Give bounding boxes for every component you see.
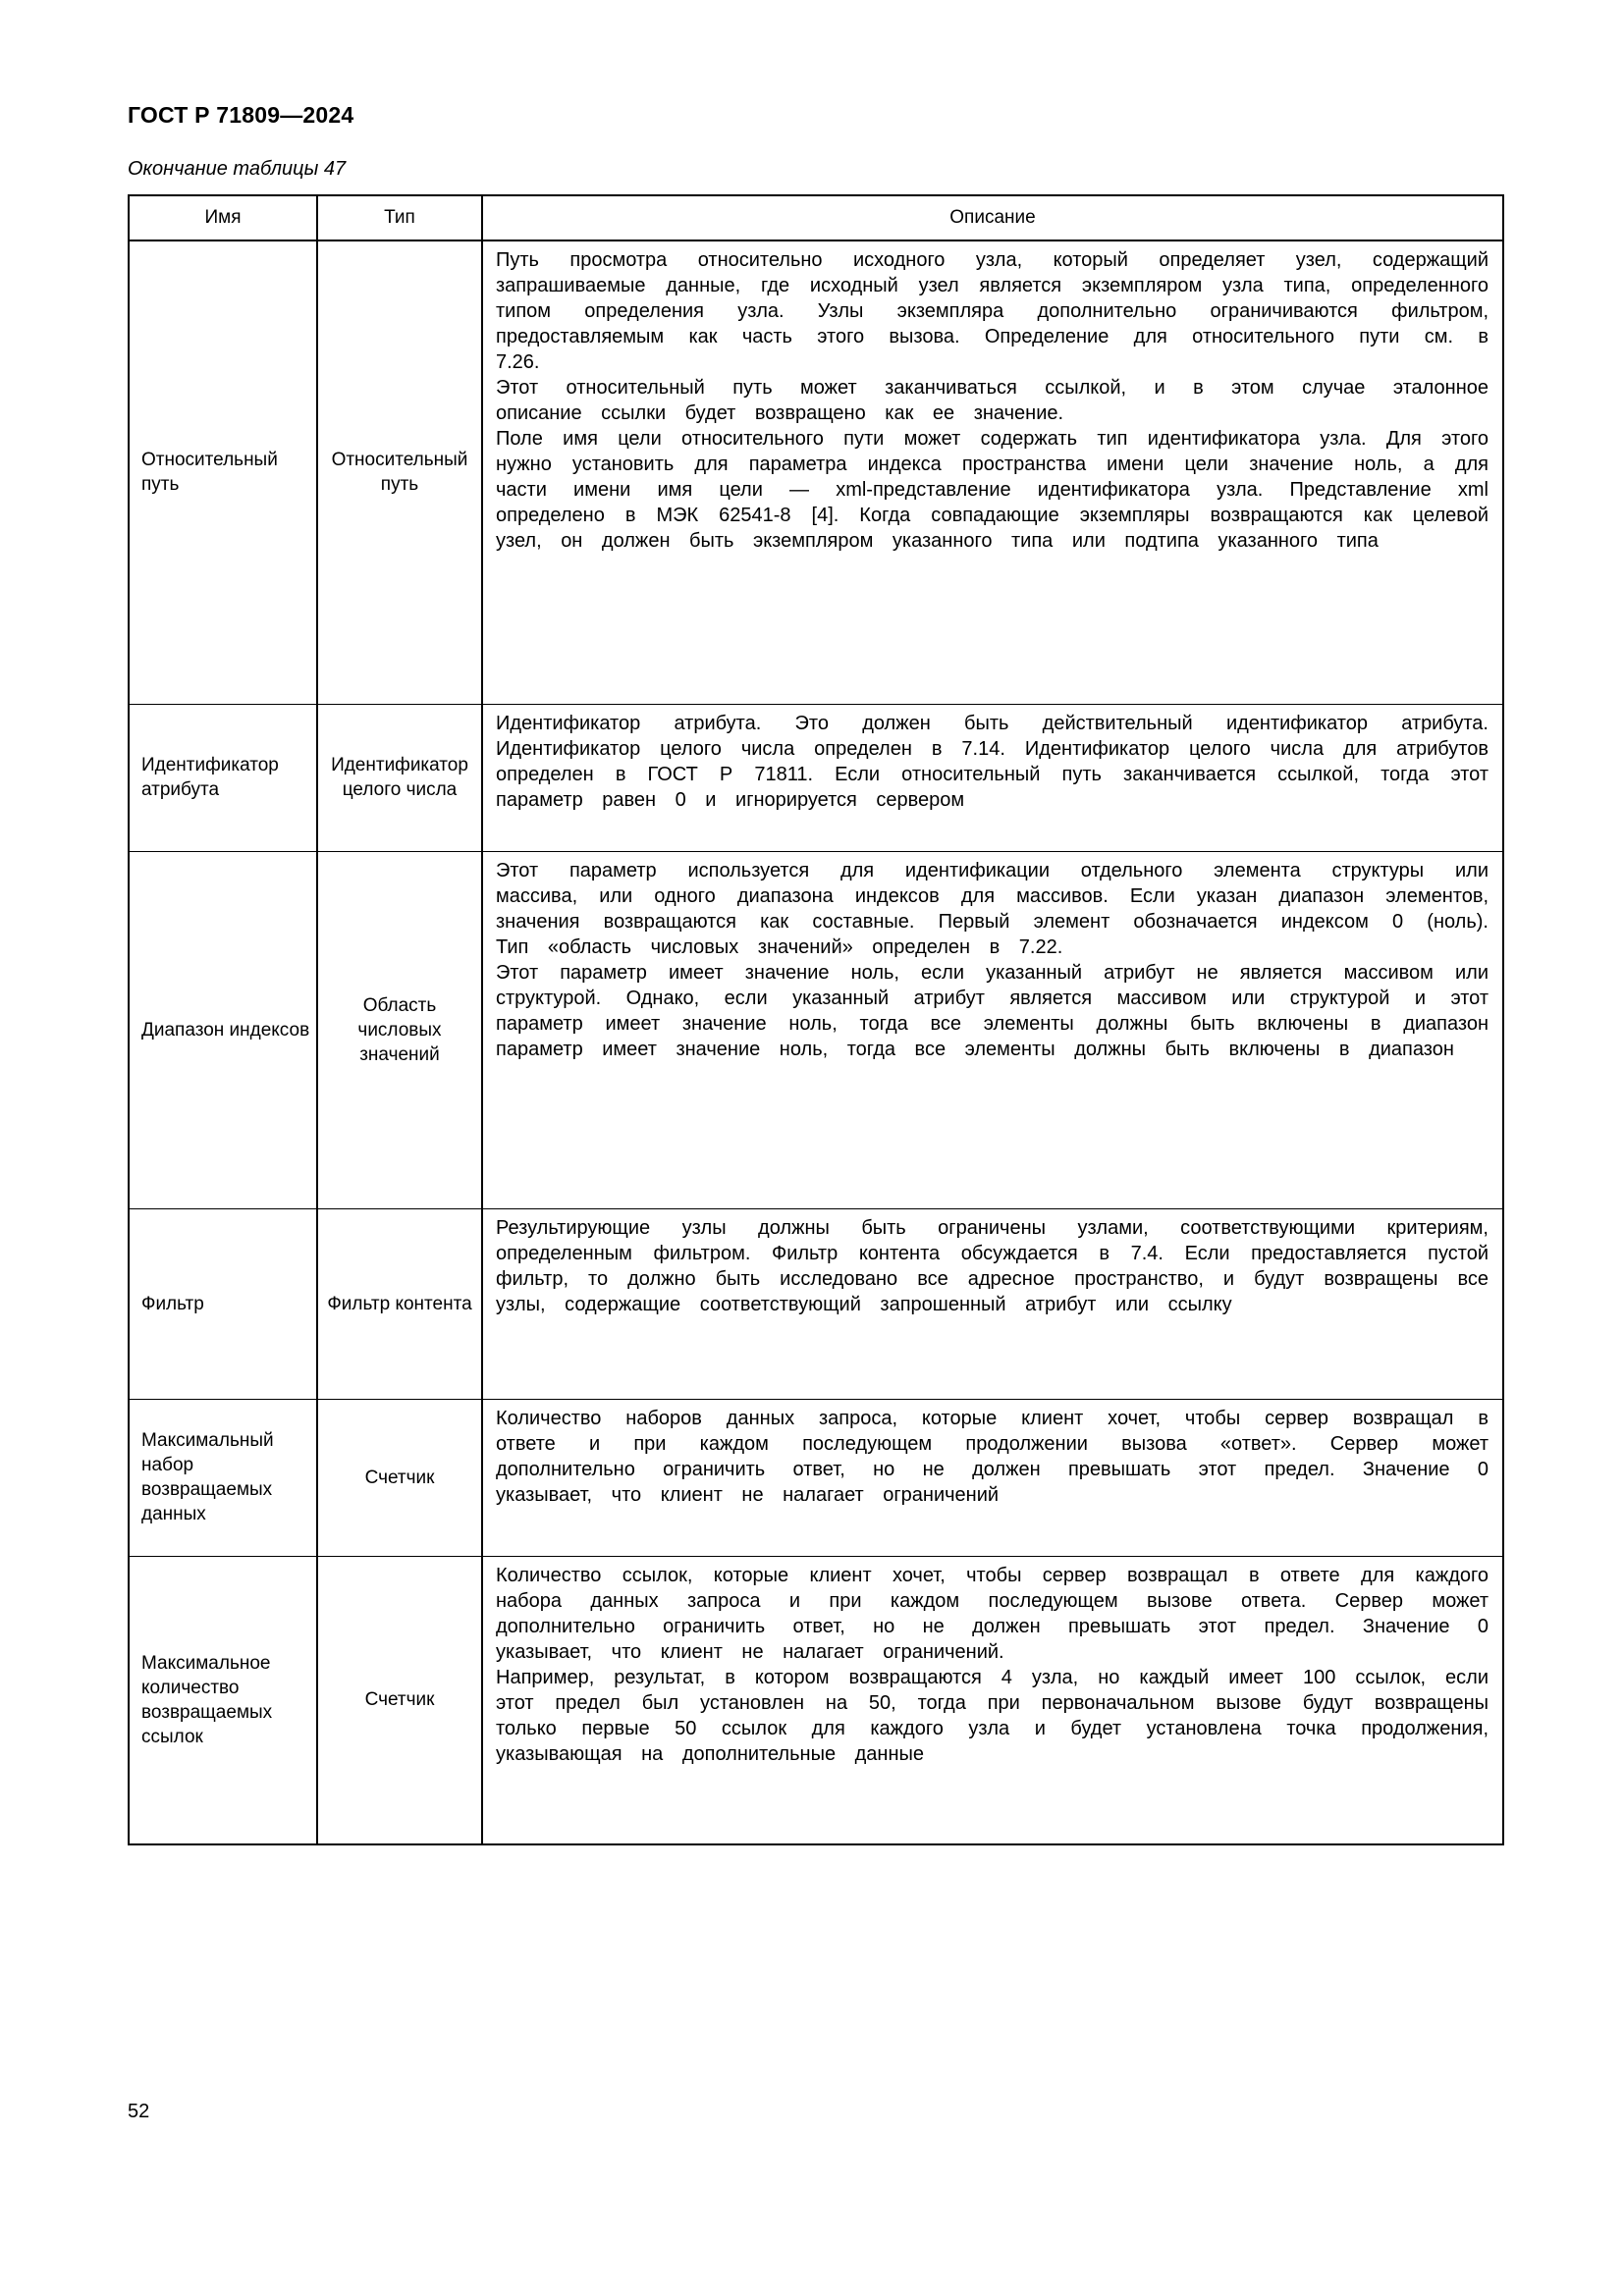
cell-description: Этот параметр используется для идентификации отдельного элемента структуры или массива, или одного диапазона индексов для массивов. Если указан диапазон элементов, значения возвращаются как составные. Первый элемент обозначается индексом 0 (ноль). Тип «область числовых значений» определен в 7.22. Этот параметр имеет значение ноль, если указанный атрибут не является массивом или структурой. Однако, если указанный атрибут является массивом или структурой и этот параметр имеет значение ноль, тогда все элементы должны быть включены в диапазон параметр имеет значение ноль, тогда все элементы должны быть включены в диапазон <box>482 851 1503 1208</box>
cell-type: Область числовых значений <box>317 851 482 1208</box>
cell-name: Идентификатор атрибута <box>129 704 317 851</box>
cell-type: Фильтр контента <box>317 1208 482 1399</box>
table-row <box>129 1556 1503 1844</box>
column-header-description: Описание <box>482 195 1503 240</box>
table-header-row <box>129 195 1503 240</box>
cell-description: Количество ссылок, которые клиент хочет, чтобы сервер возвращал в ответе для каждого набора данных запроса и при каждом последующем вызове ответа. Сервер может дополнительно ограничить ответ, но не должен превышать этот предел. Значение 0 указывает, что клиент не налагает ограничений. Например, результат, в котором возвращаются 4 узла, но каждый имеет 100 ссылок, если этот предел был установлен на 50, тогда при первоначальном вызове будут возвращены только первые 50 ссылок для каждого узла и будет установлена точка продолжения, указывающая на дополнительные данные <box>482 1556 1503 1844</box>
column-header-name: Имя <box>129 195 317 240</box>
table-row <box>129 1399 1503 1556</box>
data-table <box>128 194 1504 1845</box>
cell-description: Результирующие узлы должны быть ограничены узлами, соответствующими критериям, определенным фильтром. Фильтр контента обсуждается в 7.4. Если предоставляется пустой фильтр, то должно быть исследовано все адресное пространство, и будут возвращены все узлы, содержащие соответствующий запрошенный атрибут или ссылку <box>482 1208 1503 1399</box>
cell-description: Количество наборов данных запроса, которые клиент хочет, чтобы сервер возвращал в ответе и при каждом последующем продолжении вызова «ответ». Сервер может дополнительно ограничить ответ, но не должен превышать этот предел. Значение 0 указывает, что клиент не налагает ограничений <box>482 1399 1503 1556</box>
cell-description: Идентификатор атрибута. Это должен быть действительный идентификатор атрибута. Идентификатор целого числа определен в 7.14. Идентификатор целого числа для атрибутов определен в ГОСТ Р 71811. Если относительный путь заканчивается ссылкой, тогда этот параметр равен 0 и игнорируется сервером <box>482 704 1503 851</box>
cell-name: Максимальное количество возвращаемых ссылок <box>129 1556 317 1844</box>
cell-name: Фильтр <box>129 1208 317 1399</box>
table-row <box>129 1208 1503 1399</box>
table-row <box>129 240 1503 704</box>
table-row <box>129 704 1503 851</box>
table-caption: Окончание таблицы 47 <box>128 158 347 180</box>
table-body <box>129 240 1503 1844</box>
table-row <box>129 851 1503 1208</box>
cell-type: Счетчик <box>317 1399 482 1556</box>
cell-name: Максимальный набор возвращаемых данных <box>129 1399 317 1556</box>
cell-type: Идентификатор целого числа <box>317 704 482 851</box>
cell-type: Счетчик <box>317 1556 482 1844</box>
page-number: 52 <box>128 2101 150 2122</box>
column-header-type: Тип <box>317 195 482 240</box>
cell-name: Диапазон индексов <box>129 851 317 1208</box>
document-title: ГОСТ Р 71809—2024 <box>128 102 354 128</box>
cell-name: Относительный путь <box>129 240 317 704</box>
cell-description: Путь просмотра относительно исходного узла, который определяет узел, содержащий запрашиваемые данные, где исходный узел является экземпляром узла типа, определенного типом определения узла. Узлы экземпляра дополнительно ограничиваются фильтром, предоставляемым как часть этого вызова. Определение для относительного пути см. в 7.26. Этот относительный путь может заканчиваться ссылкой, и в этом случае эталонное описание ссылки будет возвращено как ее значение. Поле имя цели относительного пути может содержать тип идентификатора узла. Для этого нужно установить для параметра индекса пространства имени цели значение ноль, а для части имени имя цели — xml-представление идентификатора узла. Представление xml определено в МЭК 62541-8 [4]. Когда совпадающие экземпляры возвращаются как целевой узел, он должен быть экземпляром указанного типа или подтипа указанного типа <box>482 240 1503 704</box>
cell-type: Относительный путь <box>317 240 482 704</box>
